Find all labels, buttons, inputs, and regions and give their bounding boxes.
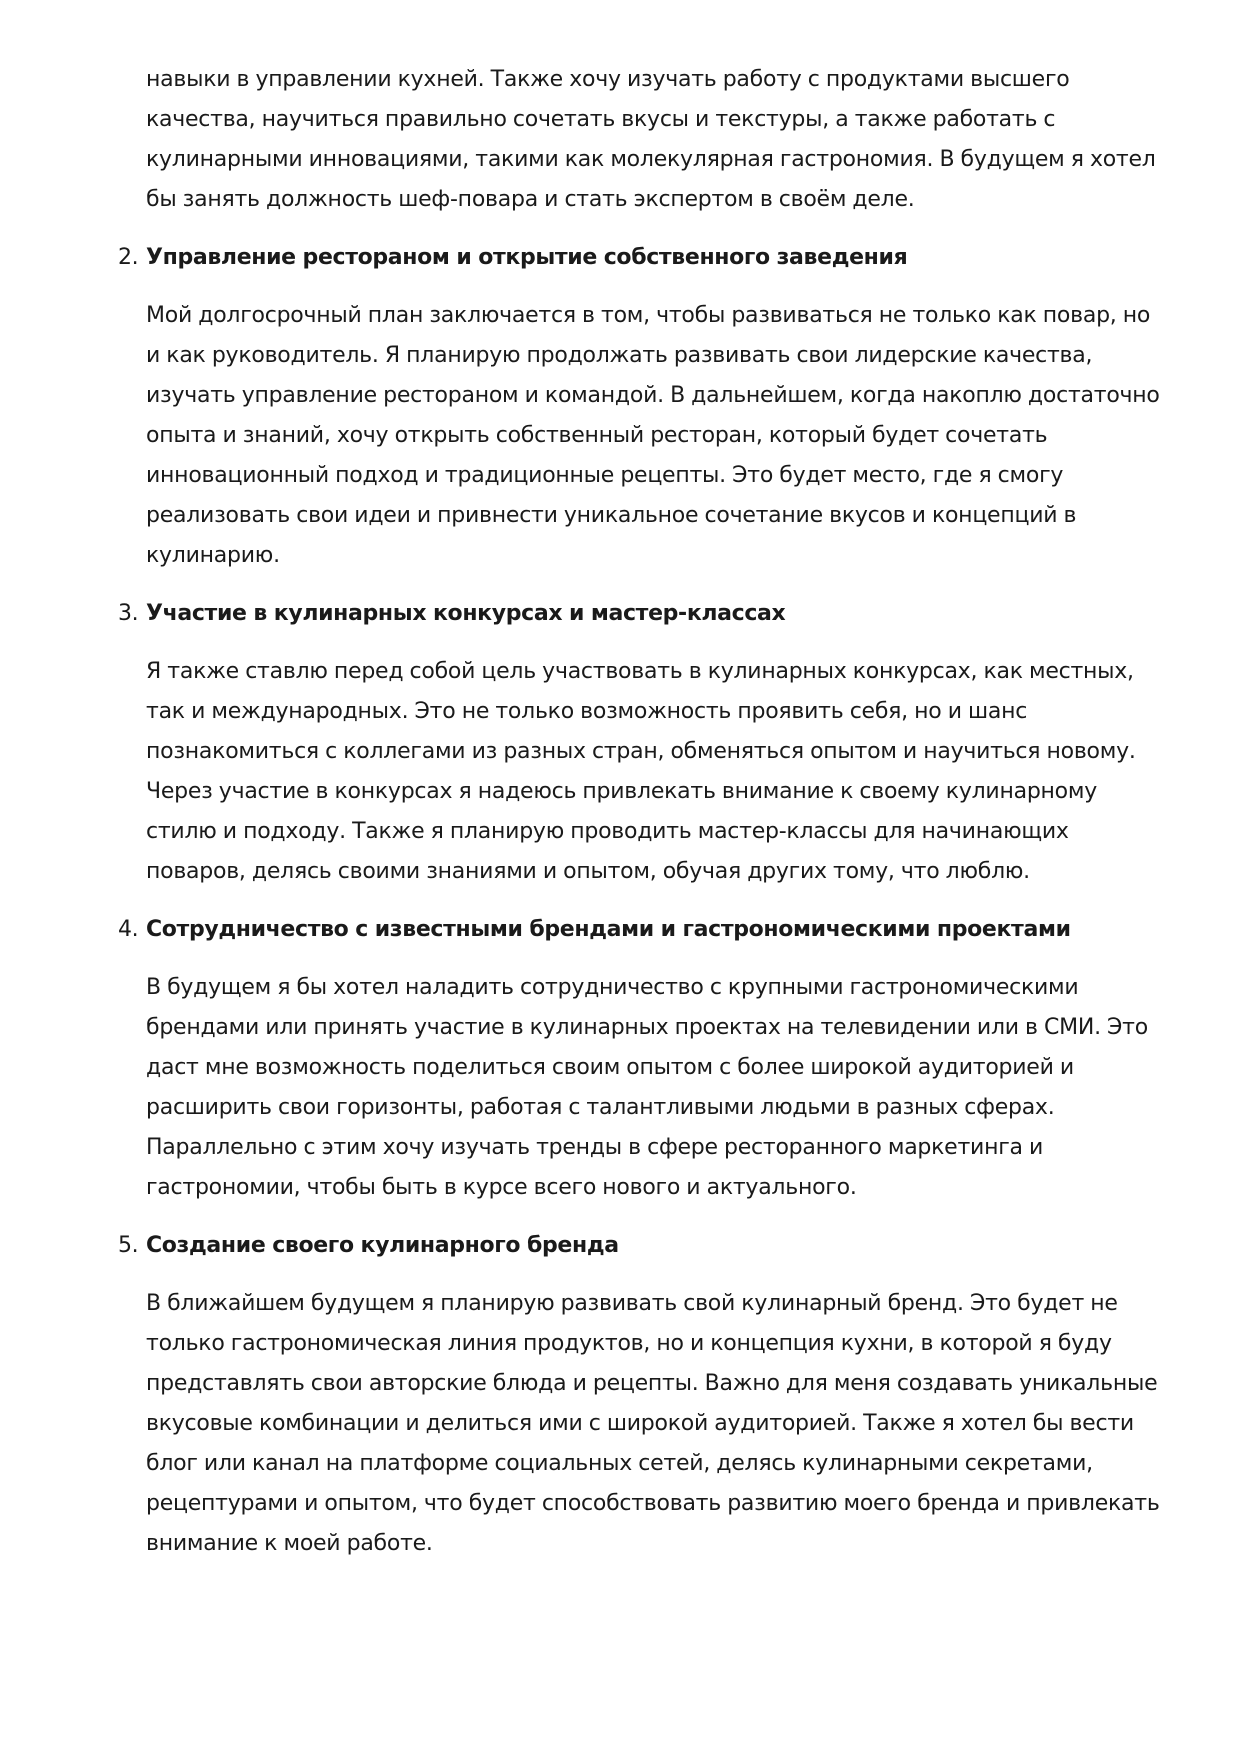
document-body: [118, 60, 1166, 1582]
item-number: 2.: [118, 245, 139, 270]
item-body: В будущем я бы хотел наладить сотрудничество с крупными гастрономическими брендами или принять участие в кулинарных проектах на телевидении или в СМИ. Это даст мне возможность поделиться своим опытом с более широкой аудиторией и расширить свои горизонты, работая с талантливыми людьми в разных сферах. Параллельно с этим хочу изучать тренды в сфере ресторанного маркетинга и гастрономии, чтобы быть в курсе всего нового и актуального.: [146, 975, 1148, 1200]
item-heading: [118, 238, 1166, 278]
item-number: 3.: [118, 601, 139, 626]
item-body: Я также ставлю перед собой цель участвовать в кулинарных конкурсах, как местных, так и международных. Это не только возможность проявить себя, но и шанс познакомиться с коллегами из разных стран, обменяться опытом и научиться новому. Через участие в конкурсах я надеюсь привлекать внимание к своему кулинарному стилю и подходу. Также я планирую проводить мастер-классы для начинающих поваров, делясь своими знаниями и опытом, обучая других тому, что люблю.: [146, 659, 1136, 884]
list-item-4: [118, 910, 1166, 1208]
list-item-3: [118, 594, 1166, 892]
item-heading: [118, 910, 1166, 950]
item-title: Участие в кулинарных конкурсах и мастер-классах: [146, 601, 786, 626]
item-number: 5.: [118, 1233, 139, 1258]
item-heading: [118, 594, 1166, 634]
intro-paragraph: навыки в управлении кухней. Также хочу изучать работу с продуктами высшего качества, научиться правильно сочетать вкусы и текстуры, а также работать с кулинарными инновациями, такими как молекулярная гастрономия. В будущем я хотел бы занять должность шеф-повара и стать экспертом в своём деле.: [146, 67, 1156, 212]
item-heading: [118, 1226, 1166, 1266]
item-title: Управление рестораном и открытие собственного заведения: [146, 245, 908, 270]
item-title: Создание своего кулинарного бренда: [146, 1233, 619, 1258]
list-item-5: [118, 1226, 1166, 1564]
list-item-2: [118, 238, 1166, 576]
item-body: В ближайшем будущем я планирую развивать свой кулинарный бренд. Это будет не только гастрономическая линия продуктов, но и концепция кухни, в которой я буду представлять свои авторские блюда и рецепты. Важно для меня создавать уникальные вкусовые комбинации и делиться ими с широкой аудиторией. Также я хотел бы вести блог или канал на платформе социальных сетей, делясь кулинарными секретами, рецептурами и опытом, что будет способствовать развитию моего бренда и привлекать внимание к моей работе.: [146, 1291, 1160, 1556]
item-number: 4.: [118, 917, 139, 942]
item-title: Сотрудничество с известными брендами и гастрономическими проектами: [146, 917, 1071, 942]
item-body: Мой долгосрочный план заключается в том, чтобы развиваться не только как повар, но и как руководитель. Я планирую продолжать развивать свои лидерские качества, изучать управление рестораном и командой. В дальнейшем, когда накоплю достаточно опыта и знаний, хочу открыть собственный ресторан, который будет сочетать инновационный подход и традиционные рецепты. Это будет место, где я смогу реализовать свои идеи и привнести уникальное сочетание вкусов и концепций в кулинарию.: [146, 303, 1160, 568]
